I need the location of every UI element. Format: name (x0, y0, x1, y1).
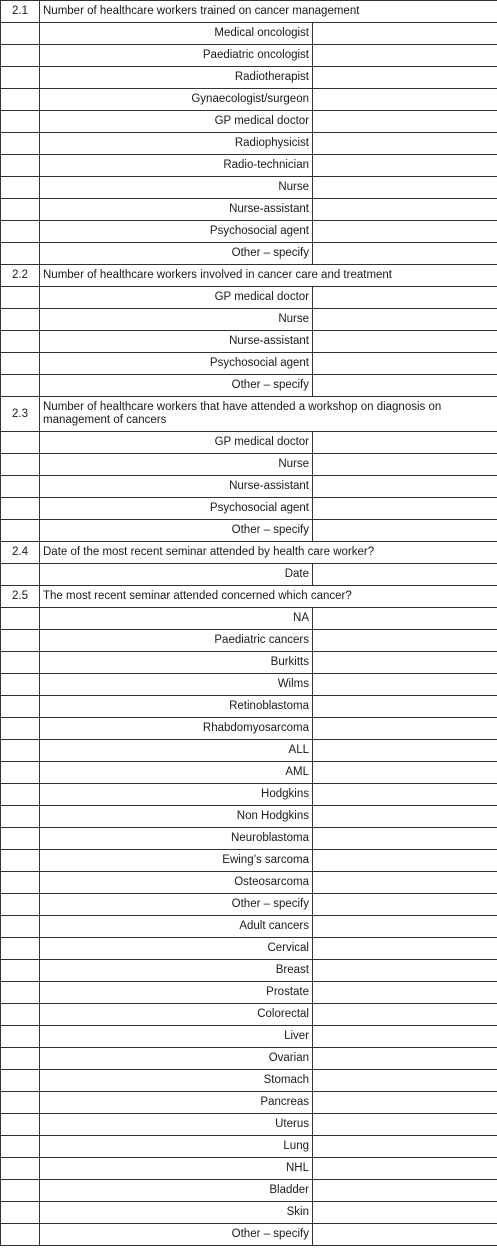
number-cell-empty (1, 894, 40, 916)
table-row (1, 309, 497, 331)
item-label: Other – specify (40, 1224, 313, 1246)
number-cell-empty (1, 454, 40, 476)
answer-cell[interactable] (313, 674, 497, 696)
answer-cell[interactable] (313, 652, 497, 674)
number-cell-empty (1, 476, 40, 498)
answer-cell[interactable] (313, 960, 497, 982)
table-row (1, 375, 497, 397)
item-label: Nurse (40, 177, 313, 199)
item-label: Lung (40, 1136, 313, 1158)
answer-cell[interactable] (313, 916, 497, 938)
item-label: Liver (40, 1026, 313, 1048)
item-label: Wilms (40, 674, 313, 696)
number-cell-empty (1, 199, 40, 221)
number-cell-empty (1, 696, 40, 718)
answer-cell[interactable] (313, 133, 497, 155)
table-row (1, 498, 497, 520)
answer-cell[interactable] (313, 520, 497, 542)
table-row (1, 1224, 497, 1246)
number-cell-empty (1, 1070, 40, 1092)
answer-cell[interactable] (313, 1004, 497, 1026)
questionnaire-body (1, 1, 497, 1246)
section-2-3-number: 2.3 (1, 397, 40, 432)
table-row (1, 221, 497, 243)
table-row (1, 454, 497, 476)
number-cell-empty (1, 155, 40, 177)
item-label: Nurse-assistant (40, 476, 313, 498)
section-2-2-number: 2.2 (1, 265, 40, 287)
table-row (1, 1048, 497, 1070)
table-row (1, 960, 497, 982)
item-label: Gynaecologist/surgeon (40, 89, 313, 111)
table-row (1, 608, 497, 630)
section-2-5-number: 2.5 (1, 586, 40, 608)
table-row (1, 353, 497, 375)
item-label: Stomach (40, 1070, 313, 1092)
table-row (1, 331, 497, 353)
item-label: Skin (40, 1202, 313, 1224)
answer-cell[interactable] (313, 243, 497, 265)
table-row (1, 850, 497, 872)
number-cell-empty (1, 872, 40, 894)
number-cell-empty (1, 828, 40, 850)
number-cell-empty (1, 177, 40, 199)
table-row (1, 1026, 497, 1048)
answer-cell[interactable] (313, 23, 497, 45)
item-label: ALL (40, 740, 313, 762)
number-cell-empty (1, 1180, 40, 1202)
table-row (1, 872, 497, 894)
table-row (1, 916, 497, 938)
number-cell-empty (1, 89, 40, 111)
table-row (1, 155, 497, 177)
number-cell-empty (1, 982, 40, 1004)
number-cell-empty (1, 608, 40, 630)
number-cell-empty (1, 133, 40, 155)
table-row (1, 432, 497, 454)
item-label: Burkitts (40, 652, 313, 674)
category-label: Paediatric cancers (40, 630, 313, 652)
item-label: Osteosarcoma (40, 872, 313, 894)
item-label: Psychosocial agent (40, 221, 313, 243)
section-2-4-question: Date of the most recent seminar attended by health care worker? (40, 542, 497, 564)
number-cell-empty (1, 111, 40, 133)
number-cell-empty (1, 1092, 40, 1114)
answer-cell[interactable] (313, 1136, 497, 1158)
answer-cell[interactable] (313, 287, 497, 309)
table-row (1, 828, 497, 850)
number-cell-empty (1, 67, 40, 89)
table-row (1, 23, 497, 45)
answer-cell[interactable] (313, 353, 497, 375)
table-row (1, 740, 497, 762)
item-label: Bladder (40, 1180, 313, 1202)
answer-cell[interactable] (313, 1202, 497, 1224)
section-2-1-number: 2.1 (1, 1, 40, 23)
number-cell-empty (1, 960, 40, 982)
answer-cell[interactable] (313, 938, 497, 960)
number-cell-empty (1, 938, 40, 960)
table-row (1, 806, 497, 828)
answer-cell[interactable] (313, 1158, 497, 1180)
table-row (1, 894, 497, 916)
answer-cell[interactable] (313, 1114, 497, 1136)
number-cell-empty (1, 1026, 40, 1048)
answer-cell[interactable] (313, 177, 497, 199)
section-2-3-question: Number of healthcare workers that have attended a workshop on diagnosis on management of cancers (40, 397, 497, 432)
number-cell-empty (1, 432, 40, 454)
answer-cell[interactable] (313, 564, 497, 586)
table-row (1, 177, 497, 199)
item-label: Colorectal (40, 1004, 313, 1026)
item-label: Breast (40, 960, 313, 982)
answer-cell[interactable] (313, 718, 497, 740)
section-2-1-header-row (1, 1, 497, 23)
item-label: AML (40, 762, 313, 784)
number-cell-empty (1, 1114, 40, 1136)
table-row (1, 243, 497, 265)
table-row (1, 1158, 497, 1180)
answer-cell[interactable] (313, 982, 497, 1004)
item-label: NHL (40, 1158, 313, 1180)
answer-cell[interactable] (313, 806, 497, 828)
table-row (1, 1004, 497, 1026)
number-cell-empty (1, 564, 40, 586)
answer-cell[interactable] (313, 894, 497, 916)
item-label: GP medical doctor (40, 287, 313, 309)
item-label: Radiotherapist (40, 67, 313, 89)
answer-cell[interactable] (313, 45, 497, 67)
item-label: Nurse (40, 454, 313, 476)
answer-cell[interactable] (313, 850, 497, 872)
table-row (1, 696, 497, 718)
section-2-2-question: Number of healthcare workers involved in cancer care and treatment (40, 265, 497, 287)
number-cell-empty (1, 1004, 40, 1026)
answer-cell[interactable] (313, 67, 497, 89)
answer-cell[interactable] (313, 476, 497, 498)
section-2-2-header-row (1, 265, 497, 287)
number-cell-empty (1, 1158, 40, 1180)
table-row (1, 1114, 497, 1136)
table-row (1, 89, 497, 111)
item-label: Ovarian (40, 1048, 313, 1070)
number-cell-empty (1, 784, 40, 806)
number-cell-empty (1, 850, 40, 872)
table-row (1, 982, 497, 1004)
table-row (1, 45, 497, 67)
table-row (1, 784, 497, 806)
item-label: Hodgkins (40, 784, 313, 806)
table-row (1, 630, 497, 652)
table-row (1, 133, 497, 155)
number-cell-empty (1, 674, 40, 696)
table-row (1, 1070, 497, 1092)
item-label: Uterus (40, 1114, 313, 1136)
item-label: Psychosocial agent (40, 498, 313, 520)
item-label: Neuroblastoma (40, 828, 313, 850)
answer-cell[interactable] (313, 155, 497, 177)
table-row (1, 67, 497, 89)
item-label: Non Hodgkins (40, 806, 313, 828)
section-2-5-question: The most recent seminar attended concerned which cancer? (40, 586, 497, 608)
item-label: Prostate (40, 982, 313, 1004)
category-label: Adult cancers (40, 916, 313, 938)
item-label: Other – specify (40, 520, 313, 542)
item-label: Radiophysicist (40, 133, 313, 155)
item-label: Cervical (40, 938, 313, 960)
item-label: NA (40, 608, 313, 630)
number-cell-empty (1, 498, 40, 520)
section-2-1-question: Number of healthcare workers trained on cancer management (40, 1, 497, 23)
number-cell-empty (1, 331, 40, 353)
answer-cell[interactable] (313, 608, 497, 630)
section-2-5-header-row (1, 586, 497, 608)
number-cell-empty (1, 1224, 40, 1246)
section-2-4-number: 2.4 (1, 542, 40, 564)
item-label: Retinoblastoma (40, 696, 313, 718)
number-cell-empty (1, 762, 40, 784)
item-label: Nurse (40, 309, 313, 331)
item-label: Other – specify (40, 894, 313, 916)
item-label: Other – specify (40, 375, 313, 397)
table-row (1, 674, 497, 696)
table-row (1, 1202, 497, 1224)
item-label: Radio-technician (40, 155, 313, 177)
table-row (1, 520, 497, 542)
number-cell-empty (1, 1136, 40, 1158)
answer-cell[interactable] (313, 696, 497, 718)
number-cell-empty (1, 520, 40, 542)
answer-cell[interactable] (313, 872, 497, 894)
number-cell-empty (1, 375, 40, 397)
answer-cell[interactable] (313, 762, 497, 784)
number-cell-empty (1, 916, 40, 938)
number-cell-empty (1, 1202, 40, 1224)
number-cell-empty (1, 287, 40, 309)
answer-cell[interactable] (313, 432, 497, 454)
item-label: Psychosocial agent (40, 353, 313, 375)
answer-cell[interactable] (313, 309, 497, 331)
item-label: Medical oncologist (40, 23, 313, 45)
answer-cell[interactable] (313, 1026, 497, 1048)
item-label: Ewing’s sarcoma (40, 850, 313, 872)
table-row (1, 1180, 497, 1202)
item-label: Other – specify (40, 243, 313, 265)
answer-cell[interactable] (313, 784, 497, 806)
item-label: GP medical doctor (40, 432, 313, 454)
table-row (1, 199, 497, 221)
number-cell-empty (1, 718, 40, 740)
answer-cell[interactable] (313, 1224, 497, 1246)
answer-cell[interactable] (313, 740, 497, 762)
answer-cell[interactable] (313, 630, 497, 652)
number-cell-empty (1, 353, 40, 375)
number-cell-empty (1, 309, 40, 331)
answer-cell[interactable] (313, 375, 497, 397)
item-label: Paediatric oncologist (40, 45, 313, 67)
table-row (1, 476, 497, 498)
table-row (1, 564, 497, 586)
number-cell-empty (1, 1048, 40, 1070)
answer-cell[interactable] (313, 1180, 497, 1202)
answer-cell[interactable] (313, 454, 497, 476)
table-row (1, 718, 497, 740)
answer-cell[interactable] (313, 199, 497, 221)
number-cell-empty (1, 243, 40, 265)
answer-cell[interactable] (313, 1070, 497, 1092)
answer-cell[interactable] (313, 111, 497, 133)
number-cell-empty (1, 45, 40, 67)
table-row (1, 1092, 497, 1114)
number-cell-empty (1, 652, 40, 674)
number-cell-empty (1, 630, 40, 652)
number-cell-empty (1, 221, 40, 243)
table-row (1, 1136, 497, 1158)
answer-cell[interactable] (313, 828, 497, 850)
number-cell-empty (1, 23, 40, 45)
category-label: Date (40, 564, 313, 586)
item-label: Rhabdomyosarcoma (40, 718, 313, 740)
table-row (1, 938, 497, 960)
answer-cell[interactable] (313, 1048, 497, 1070)
item-label: Pancreas (40, 1092, 313, 1114)
answer-cell[interactable] (313, 89, 497, 111)
table-row (1, 652, 497, 674)
answer-cell[interactable] (313, 331, 497, 353)
answer-cell[interactable] (313, 221, 497, 243)
item-label: Nurse-assistant (40, 331, 313, 353)
item-label: Nurse-assistant (40, 199, 313, 221)
answer-cell[interactable] (313, 1092, 497, 1114)
table-row (1, 111, 497, 133)
table-row (1, 287, 497, 309)
table-row (1, 762, 497, 784)
answer-cell[interactable] (313, 498, 497, 520)
section-2-4-header-row (1, 542, 497, 564)
number-cell-empty (1, 806, 40, 828)
section-2-3-header-row (1, 397, 497, 432)
item-label: GP medical doctor (40, 111, 313, 133)
number-cell-empty (1, 740, 40, 762)
